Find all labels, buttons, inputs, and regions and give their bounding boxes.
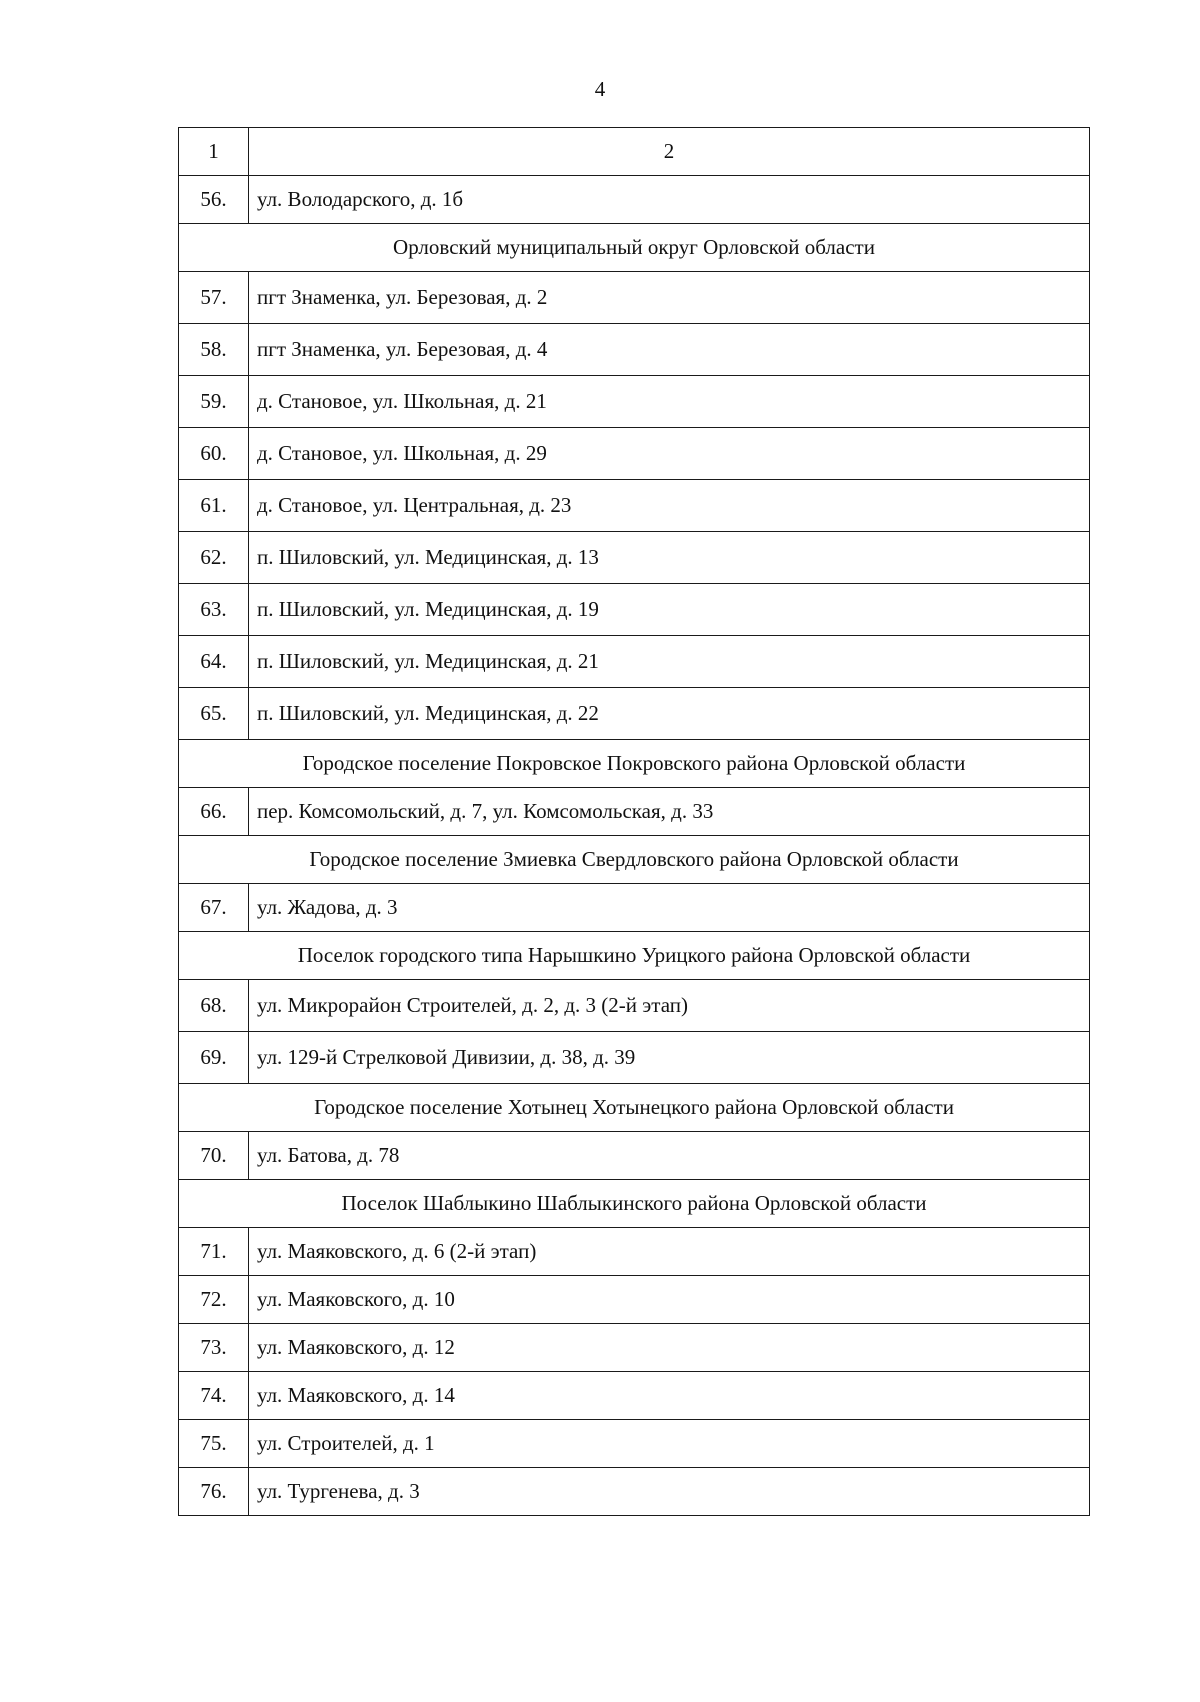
table-row [179, 688, 1090, 740]
row-number: 58. [179, 324, 249, 376]
table-row [179, 636, 1090, 688]
row-address: ул. Строителей, д. 1 [249, 1420, 1090, 1468]
row-address: п. Шиловский, ул. Медицинская, д. 22 [249, 688, 1090, 740]
row-address: ул. 129-й Стрелковой Дивизии, д. 38, д. 39 [249, 1032, 1090, 1084]
table-row [179, 980, 1090, 1032]
row-number: 75. [179, 1420, 249, 1468]
row-address: пер. Комсомольский, д. 7, ул. Комсомольская, д. 33 [249, 788, 1090, 836]
section-row [179, 740, 1090, 788]
addresses-table [178, 127, 1090, 1516]
row-number: 68. [179, 980, 249, 1032]
row-address: п. Шиловский, ул. Медицинская, д. 21 [249, 636, 1090, 688]
table-row [179, 376, 1090, 428]
section-row [179, 1084, 1090, 1132]
row-address: д. Становое, ул. Школьная, д. 29 [249, 428, 1090, 480]
section-title: Поселок Шаблыкино Шаблыкинского района Орловской области [179, 1180, 1090, 1228]
row-address: ул. Маяковского, д. 10 [249, 1276, 1090, 1324]
row-address: ул. Микрорайон Строителей, д. 2, д. 3 (2-й этап) [249, 980, 1090, 1032]
row-address: ул. Володарского, д. 1б [249, 176, 1090, 224]
section-row [179, 1180, 1090, 1228]
row-number: 73. [179, 1324, 249, 1372]
row-address: д. Становое, ул. Школьная, д. 21 [249, 376, 1090, 428]
header-cell-col2: 2 [249, 128, 1090, 176]
row-address: ул. Жадова, д. 3 [249, 884, 1090, 932]
table-row [179, 884, 1090, 932]
row-number: 56. [179, 176, 249, 224]
row-number: 61. [179, 480, 249, 532]
table-row [179, 584, 1090, 636]
row-number: 70. [179, 1132, 249, 1180]
section-title: Орловский муниципальный округ Орловской области [179, 224, 1090, 272]
row-number: 67. [179, 884, 249, 932]
page-number: 4 [594, 77, 606, 101]
row-address: д. Становое, ул. Центральная, д. 23 [249, 480, 1090, 532]
section-row [179, 932, 1090, 980]
row-address: ул. Тургенева, д. 3 [249, 1468, 1090, 1516]
row-address: п. Шиловский, ул. Медицинская, д. 19 [249, 584, 1090, 636]
row-number: 60. [179, 428, 249, 480]
row-number: 65. [179, 688, 249, 740]
table-row [179, 1372, 1090, 1420]
table-row [179, 480, 1090, 532]
row-number: 72. [179, 1276, 249, 1324]
section-row [179, 224, 1090, 272]
row-number: 66. [179, 788, 249, 836]
table-row [179, 176, 1090, 224]
row-number: 57. [179, 272, 249, 324]
row-number: 63. [179, 584, 249, 636]
section-title: Городское поселение Покровское Покровского района Орловской области [179, 740, 1090, 788]
row-number: 62. [179, 532, 249, 584]
table-row [179, 1032, 1090, 1084]
table-row [179, 1324, 1090, 1372]
table-row [179, 1468, 1090, 1516]
row-address: ул. Маяковского, д. 6 (2-й этап) [249, 1228, 1090, 1276]
table-row [179, 1132, 1090, 1180]
row-number: 69. [179, 1032, 249, 1084]
table-row [179, 428, 1090, 480]
section-title: Поселок городского типа Нарышкино Урицкого района Орловской области [179, 932, 1090, 980]
table-row [179, 324, 1090, 376]
section-row [179, 836, 1090, 884]
section-title: Городское поселение Хотынец Хотынецкого района Орловской области [179, 1084, 1090, 1132]
table-row [179, 532, 1090, 584]
row-address: ул. Маяковского, д. 14 [249, 1372, 1090, 1420]
section-title: Городское поселение Змиевка Свердловского района Орловской области [179, 836, 1090, 884]
row-number: 71. [179, 1228, 249, 1276]
header-cell-col1: 1 [179, 128, 249, 176]
table-row [179, 272, 1090, 324]
row-address: пгт Знаменка, ул. Березовая, д. 2 [249, 272, 1090, 324]
table-row [179, 788, 1090, 836]
row-number: 74. [179, 1372, 249, 1420]
row-number: 76. [179, 1468, 249, 1516]
table-body [179, 128, 1090, 1516]
row-address: п. Шиловский, ул. Медицинская, д. 13 [249, 532, 1090, 584]
table-header-row [179, 128, 1090, 176]
row-number: 59. [179, 376, 249, 428]
row-address: ул. Маяковского, д. 12 [249, 1324, 1090, 1372]
table-row [179, 1228, 1090, 1276]
table-row [179, 1276, 1090, 1324]
row-address: ул. Батова, д. 78 [249, 1132, 1090, 1180]
row-number: 64. [179, 636, 249, 688]
table-row [179, 1420, 1090, 1468]
row-address: пгт Знаменка, ул. Березовая, д. 4 [249, 324, 1090, 376]
